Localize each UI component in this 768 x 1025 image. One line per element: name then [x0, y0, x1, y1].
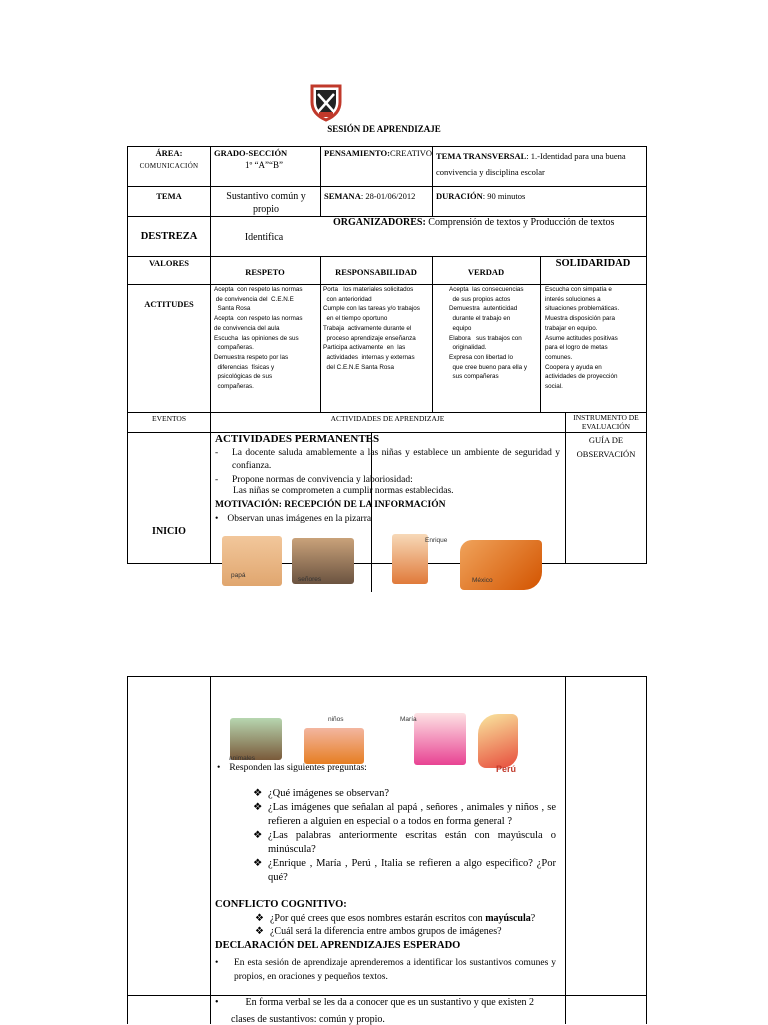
image-maria: [414, 713, 466, 765]
bottom-text-2: clases de sustantivos: común y propio.: [231, 1014, 385, 1025]
actitud-line: actividades de proyección: [545, 373, 618, 381]
permanentes-title: ACTIVIDADES PERMANENTES: [215, 433, 380, 445]
duracion-cell: [436, 191, 525, 201]
actitud-line: sus compañeras: [449, 373, 499, 381]
actitud-line: Acepta con respeto las normas: [214, 315, 303, 323]
tema-label: TEMA: [156, 191, 182, 201]
image-animales: [230, 718, 282, 760]
actitud-line: trabajar en equipo.: [545, 324, 598, 332]
valores-label: VALORES: [149, 258, 189, 268]
area-value: COMUNICACIÓN: [139, 162, 199, 170]
conflicto-title: CONFLICTO COGNITIVO:: [215, 899, 347, 910]
actitud-line: Cumple con las tareas y/o trabajos: [323, 305, 420, 313]
actitud-line: Participa activamente en las: [323, 344, 406, 352]
semana-value: : 28-01/06/2012: [360, 191, 416, 201]
caption-enrique: Enrique: [425, 537, 448, 544]
actividades-header: ACTIVIDADES DE APRENDIZAJE: [330, 414, 445, 423]
actitud-line: Porta los materiales solicitados: [323, 286, 414, 293]
semana-cell: [324, 191, 415, 201]
actitud-line: Acepta las consecuencias: [449, 286, 524, 293]
actitud-line: Muestra disposición para: [545, 315, 616, 323]
pensamiento-value: CREATIVO: [389, 148, 432, 158]
actitud-line: situaciones problemáticas.: [545, 305, 620, 313]
actitud-line: Expresa con libertad lo: [449, 353, 514, 361]
actitud-line: que cree bueno para ella y: [449, 363, 528, 371]
actitud-line: compañeras.: [214, 344, 254, 352]
duracion-label: DURACIÓN: [436, 191, 483, 201]
conflicto-q2: ❖ ¿Cuál será la diferencia entre ambos grupos de imágenes?: [255, 926, 502, 937]
organizadores-cell: [333, 217, 614, 228]
organizadores-label: ORGANIZADORES:: [333, 217, 426, 228]
pensamiento-cell: [324, 148, 432, 158]
tema-value: Sustantivo común y propio: [226, 191, 306, 215]
actitud-line: Santa Rosa: [214, 305, 251, 313]
organizadores-value: Comprensión de textos y Producción de textos: [425, 217, 615, 228]
actitudes-solidaridad: [545, 285, 645, 392]
actitud-line: originalidad.: [449, 344, 487, 352]
caption-peru: Perú: [496, 764, 517, 774]
actitud-line: Elabora sus trabajos con: [449, 334, 522, 342]
declaracion-item: • En esta sesión de aprendizaje aprenderemos a identificar los sustantivos comunes y propios, en oraciones y pequeños textos.: [215, 958, 556, 982]
eventos-header: EVENTOS: [151, 414, 187, 423]
caption-animales: animales: [229, 755, 256, 762]
bottom-text-1: • En forma verbal se les da a conocer que es un sustantivo y que existen 2: [215, 997, 535, 1008]
actitud-line: Asume actitudes positivas: [545, 334, 618, 342]
grado-value: 1º “A”“B”: [244, 160, 284, 170]
actitud-line: para el logro de metas: [545, 344, 608, 352]
tema-transversal-value: : 1.-Identidad para una buena convivencia y disciplina escolar: [436, 151, 626, 177]
actitud-line: actividades internas y externas: [323, 353, 415, 361]
permanentes-item-1: - La docente saluda amablemente a las niñas y establece un ambiente de seguridad y confianza.: [215, 448, 560, 471]
actitudes-verdad: [449, 285, 539, 382]
actitud-line: interés soluciones a: [545, 295, 601, 303]
caption-maria: María: [400, 716, 417, 723]
destreza-label: DESTREZA: [140, 231, 198, 242]
actitud-line: en el tiempo oportuno: [323, 315, 388, 323]
valor-solidaridad: SOLIDARIDAD: [555, 258, 631, 269]
image-ninos: [304, 728, 364, 764]
image-peru-map: [478, 714, 518, 768]
pregunta-4: ❖ ¿Enrique , María , Perú , Italia se refieren a algo especifico? ¿Por qué?: [253, 858, 556, 883]
pregunta-3: ❖ ¿Las palabras anteriormente escritas están con mayúscula o minúscula?: [253, 830, 556, 855]
actitudes-responsabilidad: [323, 285, 431, 372]
declaracion-title: DECLARACIÓN DEL APRENDIZAJES ESPERADO: [215, 940, 461, 951]
actitud-line: proceso aprendizaje enseñanza: [323, 334, 416, 342]
actitud-line: Coopera y ayuda en: [545, 363, 602, 371]
caption-senores: señores: [298, 576, 322, 583]
tema-transversal-label: TEMA TRANSVERSAL: [436, 151, 527, 161]
inicio-label: INICIO: [152, 526, 186, 537]
caption-papa: papá: [231, 572, 246, 579]
actitud-line: Demuestra autenticidad: [449, 305, 518, 313]
document-title: SESIÓN DE APRENDIZAJE: [327, 124, 441, 134]
actitud-line: psicológicas de sus: [214, 373, 273, 381]
actitud-line: Demuestra respeto por las: [214, 353, 289, 361]
caption-mexico: México: [472, 577, 493, 584]
actitud-line: comunes.: [545, 353, 573, 361]
actitud-line: de convivencia del aula: [214, 324, 280, 332]
motivacion-title: MOTIVACIÓN: RECEPCIÓN DE LA INFORMACIÓN: [215, 500, 446, 510]
school-logo: [306, 82, 346, 122]
actitud-line: diferencias físicas y: [214, 363, 275, 371]
responden-item: • Responden las siguientes preguntas:: [217, 763, 367, 773]
actitud-line: Escucha con simpatía e: [545, 286, 612, 293]
duracion-value: : 90 minutos: [482, 191, 526, 201]
actitud-line: con anterioridad: [323, 295, 372, 303]
area-label: ÁREA:: [155, 148, 183, 158]
actitudes-label: ACTITUDES: [144, 299, 194, 309]
actitud-line: durante el trabajo en: [449, 315, 511, 323]
actitud-line: social.: [545, 383, 563, 391]
valor-verdad: VERDAD: [467, 267, 505, 277]
actitud-line: Acepta con respeto las normas: [214, 286, 303, 293]
caption-ninos: niños: [328, 716, 344, 723]
actitud-line: Trabaja activamente durante el: [323, 324, 412, 332]
actitud-line: de sus propios actos: [449, 295, 511, 303]
permanentes-item-2: - Propone normas de convivencia y laboriosidad:: [215, 475, 413, 485]
pregunta-1: ❖ ¿Qué imágenes se observan?: [253, 788, 389, 799]
actitudes-respeto: [214, 285, 318, 392]
conflicto-q1: ❖ ¿Por qué crees que esos nombres estarán escritos con mayúscula?: [255, 913, 536, 924]
guia-observacion: GUÍA DE OBSERVACIÓN: [576, 435, 636, 459]
image-enrique: [392, 534, 428, 584]
actitud-line: compañeras.: [214, 383, 254, 391]
valor-respeto: RESPETO: [245, 267, 285, 277]
compromiso-text: Las niñas se comprometen a cumplir normas establecidas.: [233, 486, 454, 496]
instrumento-header: INSTRUMENTO DE EVALUACIÓN: [573, 413, 639, 431]
pensamiento-label: PENSAMIENTO:: [324, 148, 390, 158]
valor-responsabilidad: RESPONSABILIDAD: [335, 267, 417, 277]
actitud-line: del C.E.N.E Santa Rosa: [323, 363, 395, 371]
actitud-line: Escucha las opiniones de sus: [214, 334, 299, 342]
pregunta-2: ❖ ¿Las imágenes que señalan al papá , señores , animales y niños , se refieren a alguien en especial o a todos en forma general ?: [253, 802, 556, 827]
tema-transversal-cell: [436, 148, 644, 180]
actitud-line: equipo: [449, 324, 472, 332]
actitud-line: de convivencia del C.E.N.E: [214, 295, 294, 303]
destreza-value: Identifica: [244, 232, 284, 243]
grado-label: GRADO-SECCIÓN: [214, 148, 288, 158]
semana-label: SEMANA: [324, 191, 361, 201]
motivacion-item: • Observan unas imágenes en la pizarra: [215, 514, 372, 524]
